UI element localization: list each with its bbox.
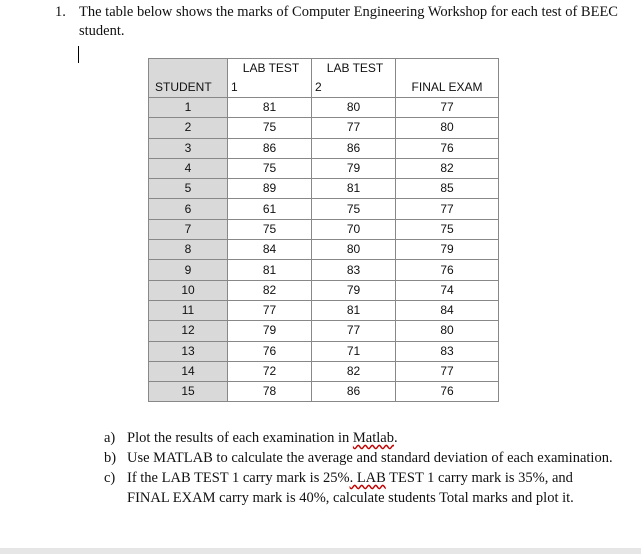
cell-lab-test-2: 77 — [312, 321, 396, 341]
cell-final-exam: 74 — [396, 280, 499, 300]
cell-final-exam: 80 — [396, 321, 499, 341]
table-row — [149, 300, 499, 320]
part-b — [104, 448, 614, 468]
cell-lab-test-2: 79 — [312, 158, 396, 178]
cell-lab-test-1: 77 — [228, 300, 312, 320]
cell-lab-test-2: 80 — [312, 98, 396, 118]
cell-final-exam: 85 — [396, 179, 499, 199]
cell-student: 1 — [149, 98, 228, 118]
cell-student: 11 — [149, 300, 228, 320]
table-row — [149, 321, 499, 341]
table-header-row — [149, 59, 499, 98]
header-student: STUDENT — [149, 59, 228, 98]
part-a-spellcheck-word: Matlab — [352, 430, 394, 446]
cell-lab-test-1: 89 — [228, 179, 312, 199]
cell-lab-test-2: 80 — [312, 240, 396, 260]
cell-lab-test-2: 71 — [312, 341, 396, 361]
cell-final-exam: 76 — [396, 260, 499, 280]
table-row — [149, 341, 499, 361]
table-row — [149, 199, 499, 219]
part-a: a) Plot the results of each examination in Matlab. — [104, 430, 398, 446]
text-cursor — [78, 46, 79, 63]
question-parts — [104, 428, 614, 508]
table-row — [149, 219, 499, 239]
table-row — [149, 382, 499, 402]
table-row — [149, 240, 499, 260]
table-row — [149, 138, 499, 158]
part-c-label: c) — [104, 470, 116, 486]
cell-lab-test-1: 84 — [228, 240, 312, 260]
part-c-text: If the LAB TEST 1 carry mark is 25% — [127, 470, 350, 486]
cell-lab-test-2: 86 — [312, 382, 396, 402]
cell-lab-test-1: 75 — [228, 158, 312, 178]
part-a-label: a) — [104, 430, 116, 446]
cell-lab-test-2: 75 — [312, 199, 396, 219]
cell-lab-test-1: 82 — [228, 280, 312, 300]
cell-student: 7 — [149, 219, 228, 239]
cell-lab-test-2: 70 — [312, 219, 396, 239]
cell-lab-test-2: 81 — [312, 300, 396, 320]
cell-lab-test-2: 79 — [312, 280, 396, 300]
cell-student: 3 — [149, 138, 228, 158]
part-b-label: b) — [104, 450, 117, 466]
part-a-text: Plot the results of each examination in — [127, 430, 353, 446]
cell-lab-test-2: 86 — [312, 138, 396, 158]
table-row — [149, 280, 499, 300]
cell-lab-test-1: 81 — [228, 98, 312, 118]
cell-final-exam: 76 — [396, 138, 499, 158]
header-lab-test-2: LAB TEST 2 — [312, 59, 396, 98]
part-c-spellcheck-word: . LAB — [349, 470, 386, 486]
table-row — [149, 118, 499, 138]
cell-student: 13 — [149, 341, 228, 361]
table-row — [149, 98, 499, 118]
cell-student: 10 — [149, 280, 228, 300]
part-b-text: Use MATLAB to calculate the average and standard deviation of each examination. — [127, 450, 613, 466]
cell-final-exam: 77 — [396, 361, 499, 381]
cell-final-exam: 84 — [396, 300, 499, 320]
cell-final-exam: 79 — [396, 240, 499, 260]
cell-student: 2 — [149, 118, 228, 138]
table-row — [149, 260, 499, 280]
cell-student: 4 — [149, 158, 228, 178]
cell-student: 15 — [149, 382, 228, 402]
cell-lab-test-1: 75 — [228, 118, 312, 138]
table-row — [149, 179, 499, 199]
cell-lab-test-2: 81 — [312, 179, 396, 199]
part-c: c) If the LAB TEST 1 carry mark is 25%. LAB TEST 1 carry mark is 35%, and FINAL EXAM carry mark is 40%, calculate students Total marks and plot it. — [104, 470, 574, 506]
cell-student: 12 — [149, 321, 228, 341]
cell-final-exam: 77 — [396, 199, 499, 219]
cell-lab-test-1: 79 — [228, 321, 312, 341]
header-final-exam: FINAL EXAM — [396, 59, 499, 98]
cell-student: 5 — [149, 179, 228, 199]
cell-final-exam: 80 — [396, 118, 499, 138]
cell-lab-test-1: 75 — [228, 219, 312, 239]
cell-student: 9 — [149, 260, 228, 280]
question-number: 1. — [55, 4, 66, 20]
cell-lab-test-1: 76 — [228, 341, 312, 361]
cell-lab-test-2: 77 — [312, 118, 396, 138]
cell-lab-test-2: 82 — [312, 361, 396, 381]
cell-lab-test-1: 72 — [228, 361, 312, 381]
cell-lab-test-1: 81 — [228, 260, 312, 280]
cell-final-exam: 76 — [396, 382, 499, 402]
table-row — [149, 158, 499, 178]
cell-final-exam: 77 — [396, 98, 499, 118]
cell-final-exam: 75 — [396, 219, 499, 239]
cell-final-exam: 83 — [396, 341, 499, 361]
header-lab-test-1: LAB TEST 1 — [228, 59, 312, 98]
cell-lab-test-1: 86 — [228, 138, 312, 158]
cell-student: 14 — [149, 361, 228, 381]
cell-final-exam: 82 — [396, 158, 499, 178]
question-text: The table below shows the marks of Computer Engineering Workshop for each test of BEEC student. — [79, 4, 618, 39]
table-row — [149, 361, 499, 381]
cell-student: 8 — [149, 240, 228, 260]
table-body — [149, 98, 499, 402]
cell-lab-test-1: 78 — [228, 382, 312, 402]
marks-table — [148, 58, 499, 402]
cell-lab-test-2: 83 — [312, 260, 396, 280]
page-bottom-edge — [0, 548, 641, 554]
cell-lab-test-1: 61 — [228, 199, 312, 219]
cell-student: 6 — [149, 199, 228, 219]
